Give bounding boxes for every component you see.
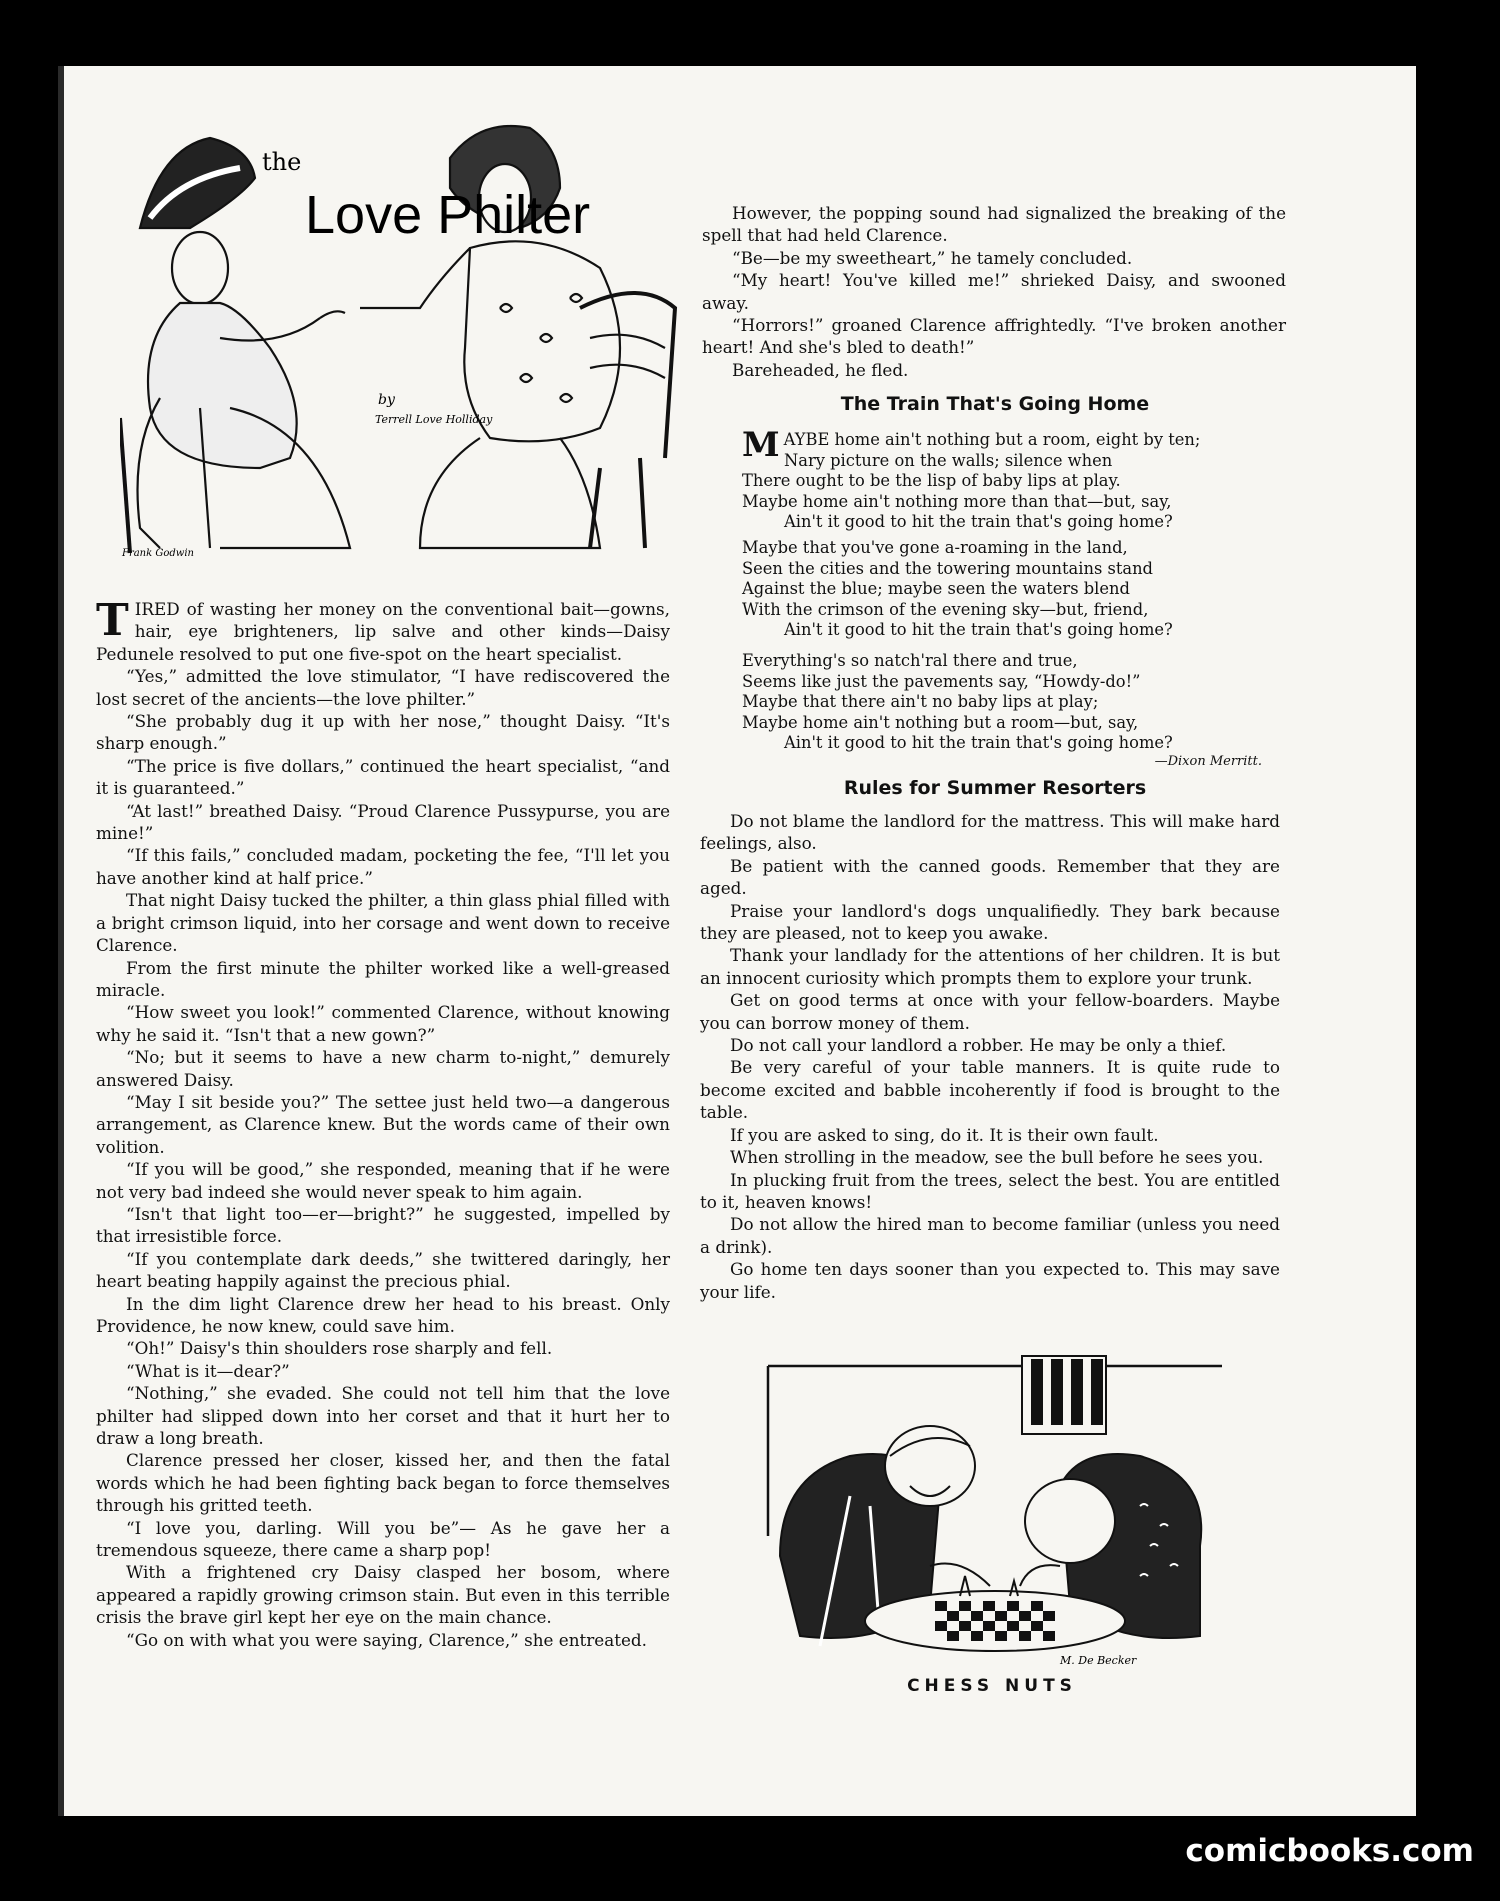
title-the: the [262,148,302,176]
poem-stanza-2 [742,538,1282,641]
story-continuation [702,202,1286,381]
story-paragraph: “Nothing,” she evaded. She could not tell him that the love philter had slipped down into her corset and that it hurt her to draw a long breath. [96,1383,670,1449]
poem-stanza-3 [742,651,1282,754]
rule-item: Thank your landlady for the attentions of her children. It is but an innocent curiosity which prompts them to explore your trunk. [700,945,1280,988]
poem-line: Ain't it good to hit the train that's going home? [784,620,1173,640]
story-paragraph: “The price is five dollars,” continued the heart specialist, “and it is guaranteed.” [96,755,670,799]
story-paragraph: “Yes,” admitted the love stimulator, “I have rediscovered the lost secret of the ancients—the love philter.” [96,666,670,709]
rule-item: Do not blame the landlord for the mattress. This will make hard feelings, also. [700,811,1280,854]
byline-author: Terrell Love Holliday [375,413,493,426]
artist-signature: Frank Godwin [122,548,194,559]
story-paragraph: Bareheaded, he fled. [732,359,909,380]
story-paragraph: “Horrors!” groaned Clarence affrightedly. “I've broken another heart! And she's bled to death!” [702,315,1286,358]
story-paragraph: With a frightened cry Daisy clasped her bosom, where appeared a rapidly growing crimson stain. But even in this terrible crisis the brave girl kept her eye on the main chance. [96,1562,670,1628]
story-paragraph: “If you contemplate dark deeds,” she twittered daringly, her heart beating happily against the precious phial. [96,1248,670,1292]
poem-line: Maybe home ain't nothing more than that—but, say, [742,491,1172,511]
rule-item: Do not allow the hired man to become familiar (unless you need a drink). [700,1214,1280,1257]
story-paragraph: “She probably dug it up with her nose,” thought Daisy. “It's sharp enough.” [96,711,670,754]
poem-line: Everything's so natch'ral there and true, [742,651,1078,670]
poem-stanza-1 [742,425,1282,533]
story-dropcap: T [96,595,129,646]
poem-line: Seen the cities and the towering mountains stand [742,558,1153,578]
poem-line: Ain't it good to hit the train that's going home? [784,512,1173,532]
rule-item: Be patient with the canned goods. Remember that they are aged. [700,855,1280,899]
rules-list [700,810,1280,1303]
story-paragraph: “At last!” breathed Daisy. “Proud Clarence Pussypurse, you are mine!” [96,800,670,844]
story-paragraph: “My heart! You've killed me!” shrieked Daisy, and swooned away. [702,270,1286,313]
story-paragraph: “May I sit beside you?” The settee just held two—a dangerous arrangement, as Clarence knew. But the words came of their own volition. [96,1091,670,1157]
rules-title: Rules for Summer Resorters [843,777,1147,799]
story-paragraph: “Oh!” Daisy's thin shoulders rose sharply and fell. [126,1338,553,1359]
poem-line: With the crimson of the evening sky—but, friend, [742,599,1149,619]
rule-item: In plucking fruit from the trees, select the best. You are entitled to it, heaven knows! [700,1169,1280,1212]
poem-line: Nary picture on the walls; silence when [784,450,1113,470]
cartoon-caption: CHESS NUTS [907,1676,1077,1696]
rule-item: Do not call your landlord a robber. He may be only a thief. [730,1035,1227,1056]
rule-item: Be very careful of your table manners. It is quite rude to become excited and babble incoherently if food is brought to the table. [700,1057,1280,1123]
poem-title: The Train That's Going Home [840,393,1150,415]
story-paragraph: “Isn't that light too—er—bright?” he suggested, impelled by that irresistible force. [96,1203,670,1247]
story-paragraph: However, the popping sound had signalized the breaking of the spell that had held Clarence. [702,203,1286,246]
poem-line: There ought to be the lisp of baby lips at play. [742,471,1121,491]
poem-line: Maybe home ain't nothing but a room—but, say, [742,712,1139,732]
story-paragraph: That night Daisy tucked the philter, a thin glass phial filled with a bright crimson liquid, into her corsage and went down to receive Clarence. [96,890,670,956]
page-binding [58,66,64,1816]
rule-item: Go home ten days sooner than you expected to. This may save your life. [700,1259,1280,1302]
love-philter-illustration [120,108,690,563]
story-paragraph: “I love you, darling. Will you be”— As he gave her a tremendous squeeze, there came a sharp pop! [96,1517,670,1561]
story-paragraph: “If this fails,” concluded madam, pocketing the fee, “I'll let you have another kind at half price.” [96,845,670,888]
story-title: Love Philter [305,185,591,245]
story-paragraph: From the first minute the philter worked like a well-greased miracle. [96,957,670,1000]
chess-cartoon [760,1346,1222,1674]
story-paragraph: “Be—be my sweetheart,” he tamely concluded. [732,247,1133,268]
poem-line: Maybe that there ain't no baby lips at play; [742,692,1099,712]
story-paragraph: “What is it—dear?” [126,1360,290,1381]
story-paragraph: “How sweet you look!” commented Clarence, without knowing why he said it. “Isn't that a new gown?” [96,1002,670,1045]
story-paragraph-1: TIRED of wasting her money on the conventional bait—gowns, hair, eye brighteners, lip salve and other kinds—Daisy Pedunele resolved to put one five-spot on the heart specialist. [96,595,670,664]
poem-author: —Dixon Merritt. [1154,754,1262,769]
cartoon-signature: M. De Becker [1060,1654,1137,1667]
story-paragraph: “Go on with what you were saying, Clarence,” she entreated. [126,1629,647,1650]
poem-line: Seems like just the pavements say, “Howdy-do!” [742,671,1141,691]
poem-line: Against the blue; maybe seen the waters blend [742,579,1130,599]
story-body [96,595,670,1651]
rule-item: When strolling in the meadow, see the bull before he sees you. [730,1147,1264,1168]
story-paragraph: “No; but it seems to have a new charm to-night,” demurely answered Daisy. [96,1047,670,1090]
rule-item: Get on good terms at once with your fellow-boarders. Maybe you can borrow money of them. [700,990,1280,1033]
poem-dropcap: M [742,425,780,465]
site-watermark: comicbooks.com [1185,1833,1474,1869]
rule-item: If you are asked to sing, do it. It is their own fault. [730,1124,1159,1145]
story-paragraph: “If you will be good,” she responded, meaning that if he were not very bad indeed she would never speak to him again. [96,1159,670,1202]
poem-line: MAYBE home ain't nothing but a room, eight by ten; [742,425,1201,465]
story-paragraph: Clarence pressed her closer, kissed her, and then the fatal words which he had been fighting back began to force themselves through his gritted teeth. [96,1450,670,1516]
poem-line: Maybe that you've gone a-roaming in the land, [742,538,1128,557]
poem-line: Ain't it good to hit the train that's going home? [784,733,1173,753]
story-paragraph: In the dim light Clarence drew her head to his breast. Only Providence, he now knew, could save him. [96,1293,670,1336]
byline-by: by [378,392,395,408]
rule-item: Praise your landlord's dogs unqualifiedly. They bark because they are pleased, not to keep you awake. [700,900,1280,944]
